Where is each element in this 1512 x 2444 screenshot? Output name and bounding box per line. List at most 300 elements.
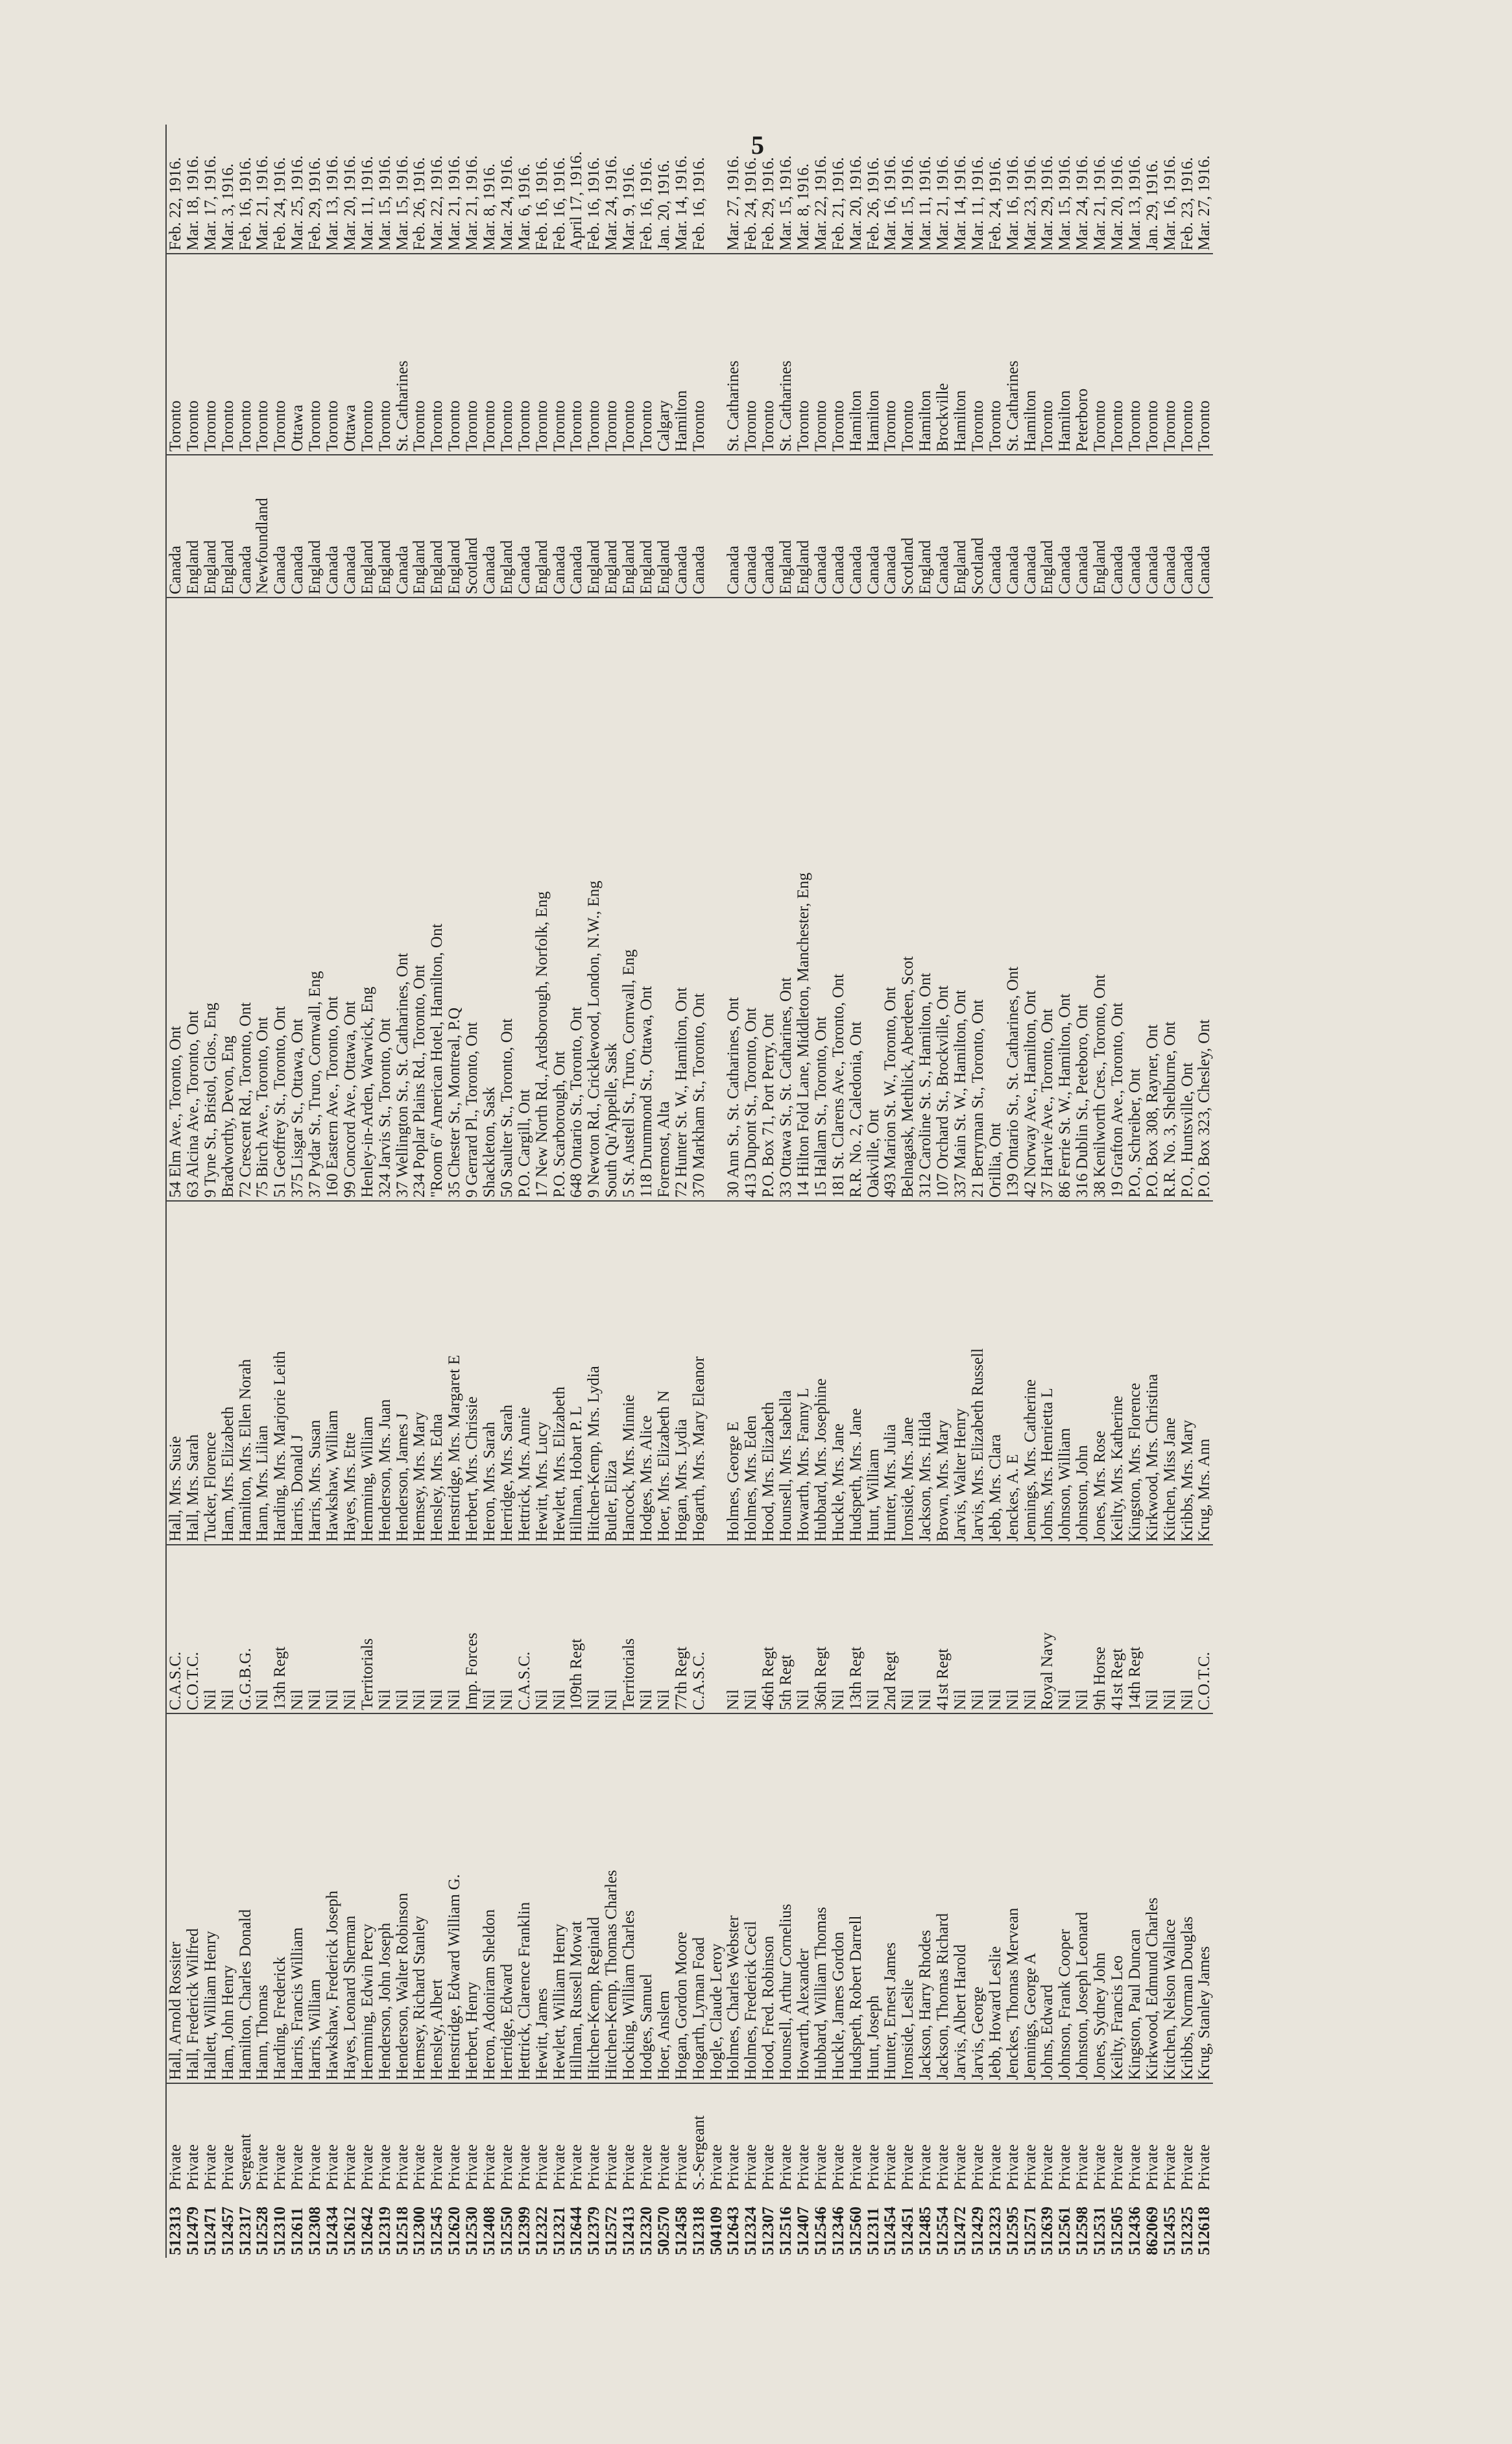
date-enlisted: Mar. 27, 1916. xyxy=(1195,155,1214,250)
place-enlisted: Toronto xyxy=(568,254,585,455)
next-of-kin: Hettrick, Mrs. Annie xyxy=(516,1201,533,1545)
birthplace: England xyxy=(1039,455,1057,598)
soldier-name: Jones, Sydney John xyxy=(1091,1713,1109,2083)
address: P.O. Box 308, Rayner, Ont xyxy=(1144,598,1161,1201)
place-enlisted: Ottawa xyxy=(289,254,306,455)
regimental-number: 512434 xyxy=(324,2207,341,2255)
birthplace: England xyxy=(446,455,463,598)
date-enlisted xyxy=(708,125,725,254)
birthplace: England xyxy=(428,455,446,598)
former-unit: 36th Regt xyxy=(812,1545,830,1713)
birthplace: Canada xyxy=(1179,455,1196,598)
soldier-name: Hogarth, Lyman Foad xyxy=(690,1713,708,2083)
table-row xyxy=(760,125,777,2258)
next-of-kin xyxy=(708,1201,725,1545)
rank: Private xyxy=(551,2083,568,2193)
address: 316 Dublin St., Peteboro, Ont xyxy=(1074,598,1091,1201)
place-enlisted: Toronto xyxy=(1161,254,1179,455)
table-row xyxy=(1091,125,1109,2258)
former-unit: Territorials xyxy=(620,1545,638,1713)
table-row xyxy=(742,125,760,2258)
next-of-kin: Ham, Mrs. Elizabeth xyxy=(219,1201,237,1545)
place-enlisted: Hamilton xyxy=(865,254,882,455)
place-enlisted: Hamilton xyxy=(952,254,969,455)
rank: Private xyxy=(1091,2083,1109,2193)
next-of-kin: Hall, Mrs. Sarah xyxy=(184,1201,202,1545)
address: 51 Geoffrey St., Toronto, Ont xyxy=(271,598,289,1201)
former-unit: Nil xyxy=(481,1545,498,1713)
table-row xyxy=(498,125,516,2258)
date-enlisted: Mar. 15, 1916. xyxy=(777,155,795,250)
soldier-name: Henderson, John Joseph xyxy=(376,1713,394,2083)
soldier-name: Hounsell, Arthur Cornelius xyxy=(777,1713,795,2083)
birthplace: Canada xyxy=(847,455,865,598)
next-of-kin: Jenckes, A. E xyxy=(1004,1201,1022,1545)
soldier-name: Huckle, James Gordon xyxy=(830,1713,847,2083)
soldier-name: Hodges, Samuel xyxy=(638,1713,655,2083)
soldier-name: Hogle, Claude Leroy xyxy=(708,1713,725,2083)
date-enlisted: Mar. 24, 1916. xyxy=(498,155,516,250)
date-enlisted: Feb. 16, 1916. xyxy=(690,157,708,250)
regimental-number: 512643 xyxy=(725,2207,743,2255)
date-enlisted: Mar. 15, 1916. xyxy=(1056,155,1074,250)
soldier-name: Hemming, Edwin Percy xyxy=(359,1713,376,2083)
place-enlisted: St. Catharines xyxy=(394,254,411,455)
regimental-number: 512408 xyxy=(481,2207,498,2255)
table-row xyxy=(603,125,620,2258)
soldier-name: Heron, Adoniram Sheldon xyxy=(481,1713,498,2083)
birthplace: Canada xyxy=(882,455,900,598)
former-unit: G.G.B.G. xyxy=(237,1545,254,1713)
next-of-kin: Hubbard, Mrs. Josephine xyxy=(812,1201,830,1545)
table-row xyxy=(254,125,271,2258)
date-enlisted: Feb. 26, 1916. xyxy=(411,157,429,250)
former-unit: Nil xyxy=(899,1545,917,1713)
birthplace: Canada xyxy=(271,455,289,598)
table-row xyxy=(1196,125,1214,2258)
rank: Private xyxy=(934,2083,952,2193)
rank: Private xyxy=(481,2083,498,2193)
place-enlisted: Toronto xyxy=(690,254,708,455)
place-enlisted: Toronto xyxy=(359,254,376,455)
former-unit: 13th Regt xyxy=(271,1545,289,1713)
birthplace: Canada xyxy=(742,455,760,598)
table-row xyxy=(1004,125,1022,2258)
date-enlisted: Mar. 3, 1916. xyxy=(219,163,237,250)
birthplace: England xyxy=(1091,455,1109,598)
birthplace: Canada xyxy=(1161,455,1179,598)
regimental-number: 862069 xyxy=(1143,2207,1161,2255)
birthplace: Canada xyxy=(830,455,847,598)
former-unit: Nil xyxy=(446,1545,463,1713)
date-enlisted: Mar. 14, 1916. xyxy=(952,155,969,250)
birthplace: Canada xyxy=(237,455,254,598)
regimental-number: 512572 xyxy=(603,2207,621,2255)
regimental-number: 502570 xyxy=(654,2207,673,2255)
place-enlisted: Hamilton xyxy=(917,254,934,455)
birthplace: Canada xyxy=(934,455,952,598)
birthplace: England xyxy=(952,455,969,598)
rank: Private xyxy=(219,2083,237,2193)
rank: Private xyxy=(1161,2083,1179,2193)
rank: Private xyxy=(1074,2083,1091,2193)
rank: Private xyxy=(411,2083,428,2193)
next-of-kin: Hitchen-Kemp, Mrs. Lydia xyxy=(585,1201,603,1545)
rank: Private xyxy=(1126,2083,1144,2193)
date-enlisted: Feb. 24, 1916. xyxy=(742,157,760,250)
regimental-number: 512322 xyxy=(533,2207,551,2255)
place-enlisted: Toronto xyxy=(603,254,620,455)
address: P.O. Box 323, Chesley, Ont xyxy=(1196,598,1214,1201)
date-enlisted: Mar. 22, 1916. xyxy=(428,155,446,250)
soldier-name: Hallett, William Henry xyxy=(202,1713,219,2083)
regimental-number: 512550 xyxy=(498,2207,516,2255)
table-row xyxy=(184,125,202,2258)
soldier-name: Hall, Frederick Wilfred xyxy=(184,1713,202,2083)
regimental-number: 512620 xyxy=(446,2207,464,2255)
address: 337 Main St. W., Hamilton, Ont xyxy=(952,598,969,1201)
place-enlisted: Toronto xyxy=(237,254,254,455)
former-unit: C.O.T.C. xyxy=(184,1545,202,1713)
table-row xyxy=(969,125,987,2258)
birthplace: England xyxy=(795,455,812,598)
former-unit: C.A.S.C. xyxy=(690,1545,708,1713)
regimental-number: 512311 xyxy=(864,2207,882,2255)
soldier-name: Hitchen-Kemp, Thomas Charles xyxy=(603,1713,620,2083)
next-of-kin: Kirkwood, Mrs. Christina xyxy=(1144,1201,1161,1545)
date-enlisted: Mar. 9, 1916. xyxy=(620,163,638,250)
regimental-number: 512644 xyxy=(568,2207,586,2255)
place-enlisted: Toronto xyxy=(219,254,237,455)
address: "Room 6" American Hotel, Hamilton, Ont xyxy=(428,598,446,1201)
birthplace: Canada xyxy=(341,455,359,598)
next-of-kin: Hogan, Mrs. Lydia xyxy=(673,1201,690,1545)
place-enlisted: Ottawa xyxy=(341,254,359,455)
soldier-name: Jebb, Howard Leslie xyxy=(987,1713,1004,2083)
former-unit: 109th Regt xyxy=(568,1545,585,1713)
address: 324 Jarvis St., Toronto, Ont xyxy=(376,598,394,1201)
birthplace: Canada xyxy=(725,455,743,598)
birthplace: England xyxy=(638,455,655,598)
birthplace: Canada xyxy=(568,455,585,598)
next-of-kin: Jackson, Mrs. Hilda xyxy=(917,1201,934,1545)
address: 37 Harvie Ave., Toronto, Ont xyxy=(1039,598,1057,1201)
address: 5 St. Austell St., Truro, Cornwall, Eng xyxy=(620,598,638,1201)
regimental-number: 512528 xyxy=(254,2207,272,2255)
place-enlisted: Toronto xyxy=(428,254,446,455)
soldier-name: Krug, Stanley James xyxy=(1196,1713,1214,2083)
date-enlisted: Mar. 11, 1916. xyxy=(358,156,376,250)
date-enlisted: Feb. 24, 1916. xyxy=(986,157,1004,250)
soldier-name: Keilty, Francis Leo xyxy=(1109,1713,1126,2083)
former-unit: Nil xyxy=(533,1545,551,1713)
soldier-name: Johnson, Frank Cooper xyxy=(1056,1713,1074,2083)
table-row xyxy=(690,125,708,2258)
date-enlisted: Feb. 21, 1916. xyxy=(829,157,847,250)
address: 38 Kenilworth Cres., Toronto, Ont xyxy=(1091,598,1109,1201)
rank: Private xyxy=(568,2083,585,2193)
table-row xyxy=(289,125,306,2258)
soldier-name: Hunter, Ernest James xyxy=(882,1713,900,2083)
former-unit: Nil xyxy=(655,1545,673,1713)
former-unit: Nil xyxy=(1022,1545,1039,1713)
former-unit: Nil xyxy=(742,1545,760,1713)
birthplace: Canada xyxy=(760,455,777,598)
soldier-name: Harris, William xyxy=(306,1713,324,2083)
place-enlisted: Toronto xyxy=(882,254,900,455)
regimental-number: 512479 xyxy=(184,2207,202,2255)
former-unit: Nil xyxy=(795,1545,812,1713)
birthplace: Canada xyxy=(690,455,708,598)
date-enlisted: Mar. 21, 1916. xyxy=(254,155,272,250)
next-of-kin: Hogarth, Mrs. Mary Eleanor xyxy=(690,1201,708,1545)
former-unit: Nil xyxy=(1074,1545,1091,1713)
table-row xyxy=(1161,125,1179,2258)
birthplace: Canada xyxy=(865,455,882,598)
regimental-number: 512454 xyxy=(882,2207,900,2255)
next-of-kin: Hall, Mrs. Susie xyxy=(166,1201,184,1545)
address: 413 Dupont St., Toronto, Ont xyxy=(742,598,760,1201)
address: 72 Crescent Rd., Toronto, Ont xyxy=(237,598,254,1201)
former-unit: Nil xyxy=(830,1545,847,1713)
regimental-number: 512472 xyxy=(952,2207,969,2255)
former-unit: Nil xyxy=(603,1545,620,1713)
former-unit: Nil xyxy=(394,1545,411,1713)
next-of-kin: Kitchen, Miss Jane xyxy=(1161,1201,1179,1545)
address: 181 St. Clarens Ave., Toronto, Ont xyxy=(830,598,847,1201)
place-enlisted: Brockville xyxy=(934,254,952,455)
table-row xyxy=(899,125,917,2258)
former-unit: Nil xyxy=(289,1545,306,1713)
rank: Private xyxy=(812,2083,830,2193)
soldier-name: Howarth, Alexander xyxy=(795,1713,812,2083)
table-row xyxy=(568,125,585,2258)
regimental-number: 512554 xyxy=(934,2207,952,2255)
soldier-name: Johnston, Joseph Leonard xyxy=(1074,1713,1091,2083)
place-enlisted: Toronto xyxy=(254,254,271,455)
table-row xyxy=(1074,125,1091,2258)
table-row xyxy=(1056,125,1074,2258)
place-enlisted: Toronto xyxy=(585,254,603,455)
rank: Private xyxy=(795,2083,812,2193)
table-row xyxy=(638,125,655,2258)
date-enlisted: Mar. 11, 1916. xyxy=(917,156,935,250)
next-of-kin: Hunt, William xyxy=(865,1201,882,1545)
regimental-number: 512561 xyxy=(1056,2207,1074,2255)
rank: Private xyxy=(446,2083,463,2193)
next-of-kin: Hensley, Mrs. Edna xyxy=(428,1201,446,1545)
date-enlisted: Mar. 15, 1916. xyxy=(899,155,917,250)
next-of-kin: Hawkshaw, William xyxy=(324,1201,341,1545)
address: 75 Birch Ave., Toronto, Ont xyxy=(254,598,271,1201)
rank: Private xyxy=(359,2083,376,2193)
former-unit: Nil xyxy=(969,1545,987,1713)
place-enlisted: Toronto xyxy=(411,254,428,455)
place-enlisted: Toronto xyxy=(551,254,568,455)
next-of-kin: Hemming, William xyxy=(359,1201,376,1545)
soldier-name: Herbert, Henry xyxy=(463,1713,481,2083)
page-number: 5 xyxy=(751,130,764,160)
birthplace xyxy=(708,455,725,598)
regimental-number: 512399 xyxy=(515,2207,533,2255)
rank: Private xyxy=(777,2083,795,2193)
former-unit: C.O.T.C. xyxy=(1196,1545,1214,1713)
place-enlisted: Toronto xyxy=(899,254,917,455)
next-of-kin: Hann, Mrs. Lilian xyxy=(254,1201,271,1545)
birthplace: Canada xyxy=(1056,455,1074,598)
birthplace: England xyxy=(411,455,428,598)
rank: Private xyxy=(254,2083,271,2193)
regimental-number: 512407 xyxy=(795,2207,812,2255)
birthplace: Canada xyxy=(394,455,411,598)
place-enlisted: Toronto xyxy=(969,254,987,455)
birthplace: Canada xyxy=(516,455,533,598)
rank: Private xyxy=(1144,2083,1161,2193)
former-unit: 46th Regt xyxy=(760,1545,777,1713)
address: 35 Chester St., Montreal, P.Q xyxy=(446,598,463,1201)
date-enlisted: Feb. 16, 1916. xyxy=(236,157,254,250)
birthplace: Canada xyxy=(289,455,306,598)
birthplace: England xyxy=(306,455,324,598)
place-enlisted: Toronto xyxy=(271,254,289,455)
date-enlisted: Mar. 25, 1916. xyxy=(289,155,307,250)
date-enlisted: Mar. 13, 1916. xyxy=(324,155,341,250)
next-of-kin: Butler, Eliza xyxy=(603,1201,620,1545)
birthplace: England xyxy=(777,455,795,598)
place-enlisted: Toronto xyxy=(760,254,777,455)
next-of-kin: Krug, Mrs. Ann xyxy=(1196,1201,1214,1545)
regimental-number: 504109 xyxy=(707,2207,725,2255)
next-of-kin: Hunter, Mrs. Julia xyxy=(882,1201,900,1545)
table-row xyxy=(882,125,900,2258)
birthplace: Canada xyxy=(481,455,498,598)
date-enlisted: Mar. 21, 1916. xyxy=(446,155,464,250)
rank: Private xyxy=(708,2083,725,2193)
address: P.O., Huntsville, Ont xyxy=(1179,598,1196,1201)
address: South Qu'Appelle, Sask xyxy=(603,598,620,1201)
next-of-kin: Johnston, John xyxy=(1074,1201,1091,1545)
address: 33 Ottawa St., St. Catharines, Ont xyxy=(777,598,795,1201)
table-row xyxy=(777,125,795,2258)
soldier-name: Henstridge, Edward William G. xyxy=(446,1713,463,2083)
date-enlisted: Mar. 24, 1916. xyxy=(603,155,621,250)
former-unit: Nil xyxy=(952,1545,969,1713)
address: 107 Orchard St., Brockville, Ont xyxy=(934,598,952,1201)
soldier-name: Hayes, Leonard Sherman xyxy=(341,1713,359,2083)
date-enlisted: Mar. 20, 1916. xyxy=(341,155,359,250)
address: R.R. No. 2, Caledonia, Ont xyxy=(847,598,865,1201)
address: 375 Lisgar St., Ottawa, Ont xyxy=(289,598,306,1201)
address: 17 New North Rd., Ardsborough, Norfolk, Eng xyxy=(533,598,551,1201)
place-enlisted: Hamilton xyxy=(1056,254,1074,455)
birthplace: England xyxy=(620,455,638,598)
address: P.O. Cargill, Ont xyxy=(516,598,533,1201)
address: P.O. Box 71, Port Perry, Ont xyxy=(760,598,777,1201)
soldier-name: Hall, Arnold Rossiter xyxy=(166,1713,184,2083)
birthplace: England xyxy=(219,455,237,598)
former-unit: Nil xyxy=(638,1545,655,1713)
rank: Private xyxy=(463,2083,481,2193)
address: 37 Pydar St., Truro, Cornwall, Eng xyxy=(306,598,324,1201)
table-row xyxy=(1022,125,1039,2258)
rank: Private xyxy=(952,2083,969,2193)
address: Foremost, Alta xyxy=(655,598,673,1201)
regimental-number: 512413 xyxy=(620,2207,638,2255)
rank: Private xyxy=(202,2083,219,2193)
rank: Private xyxy=(638,2083,655,2193)
next-of-kin: Hancock, Mrs. Minnie xyxy=(620,1201,638,1545)
table-row xyxy=(934,125,952,2258)
next-of-kin: Harding, Mrs. Marjorie Leith xyxy=(271,1201,289,1545)
rank: Private xyxy=(1109,2083,1126,2193)
date-enlisted: Mar. 11, 1916. xyxy=(968,156,987,250)
soldier-name: Herridge, Edward xyxy=(498,1713,516,2083)
soldier-name: Kingston, Paul Duncan xyxy=(1126,1713,1144,2083)
regimental-number: 512485 xyxy=(917,2207,935,2255)
next-of-kin: Herridge, Mrs. Sarah xyxy=(498,1201,516,1545)
former-unit xyxy=(708,1545,725,1713)
address: 37 Wellington St., St. Catharines, Ont xyxy=(394,598,411,1201)
date-enlisted: Feb. 16, 1916. xyxy=(638,157,655,250)
next-of-kin: Herbert, Mrs. Chrissie xyxy=(463,1201,481,1545)
address: Belnagask, Methlick, Aberdeen, Scot xyxy=(899,598,917,1201)
rank: Private xyxy=(1039,2083,1057,2193)
regimental-number: 512571 xyxy=(1021,2207,1039,2255)
rank: Private xyxy=(987,2083,1004,2193)
rank: Private xyxy=(428,2083,446,2193)
soldier-name: Hood, Fred. Robinson xyxy=(760,1713,777,2083)
address: 50 Saulter St., Toronto, Ont xyxy=(498,598,516,1201)
regimental-number: 512560 xyxy=(846,2207,865,2255)
birthplace: England xyxy=(202,455,219,598)
regimental-number: 512595 xyxy=(1003,2207,1022,2255)
former-unit: Nil xyxy=(1056,1545,1074,1713)
birthplace: Canada xyxy=(1126,455,1144,598)
next-of-kin: Henderson, Mrs. Juan xyxy=(376,1201,394,1545)
next-of-kin: Harris, Donald J xyxy=(289,1201,306,1545)
soldier-name: Jarvis, Albert Harold xyxy=(952,1713,969,2083)
soldier-name: Hudspeth, Robert Darrell xyxy=(847,1713,865,2083)
soldier-name: Hamilton, Charles Donald xyxy=(237,1713,254,2083)
table-row xyxy=(952,125,969,2258)
date-enlisted: Mar. 17, 1916. xyxy=(201,155,219,250)
address: 15 Hallam St., Toronto, Ont xyxy=(812,598,830,1201)
place-enlisted: Toronto xyxy=(1039,254,1057,455)
nominal-roll-table xyxy=(165,125,1213,2258)
regimental-number: 512319 xyxy=(376,2207,394,2255)
address: 99 Concord Ave., Ottawa, Ont xyxy=(341,598,359,1201)
former-unit: Nil xyxy=(254,1545,271,1713)
nominal-roll-body xyxy=(166,125,1213,2258)
rank: Private xyxy=(533,2083,551,2193)
date-enlisted: Mar. 16, 1916. xyxy=(1160,155,1179,250)
place-enlisted: Toronto xyxy=(306,254,324,455)
place-enlisted: Toronto xyxy=(1179,254,1196,455)
regimental-number: 512530 xyxy=(463,2207,481,2255)
soldier-name: Hemsey, Richard Stanley xyxy=(411,1713,428,2083)
next-of-kin: Huckle, Mrs. Jane xyxy=(830,1201,847,1545)
place-enlisted: Toronto xyxy=(1196,254,1214,455)
place-enlisted: Toronto xyxy=(1144,254,1161,455)
birthplace: Canada xyxy=(987,455,1004,598)
address: Bradworthy, Devon, Eng xyxy=(219,598,237,1201)
place-enlisted: St. Catharines xyxy=(777,254,795,455)
place-enlisted: St. Catharines xyxy=(725,254,743,455)
soldier-name: Hewitt, James xyxy=(533,1713,551,2083)
rank: S.-Sergeant xyxy=(690,2083,708,2193)
former-unit: Nil xyxy=(219,1545,237,1713)
former-unit: Nil xyxy=(324,1545,341,1713)
